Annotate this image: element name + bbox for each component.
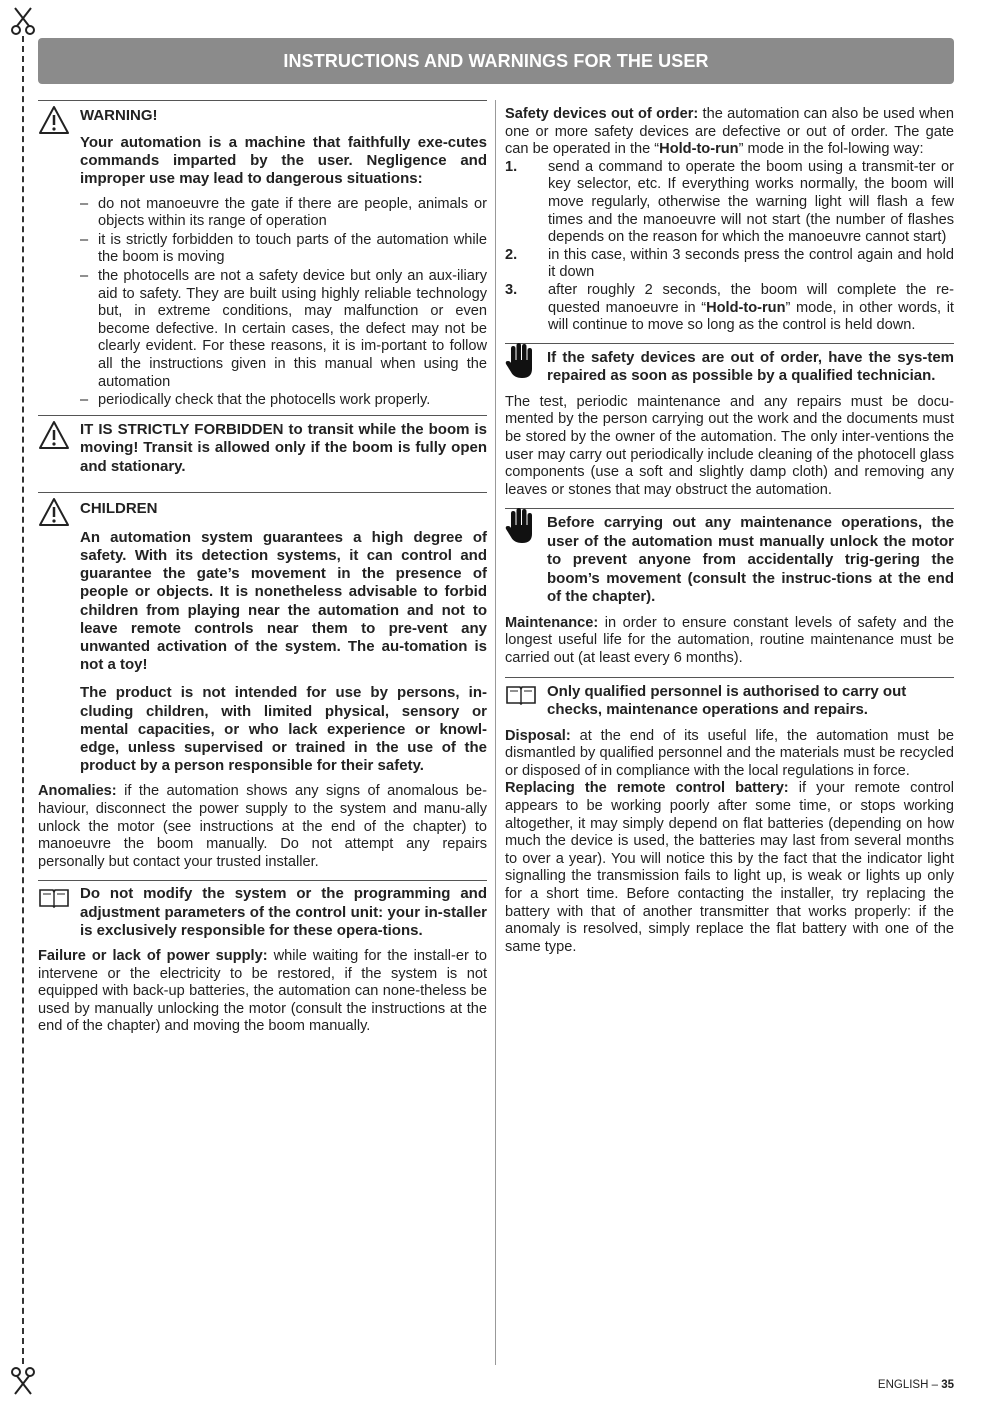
children-heading: CHILDREN [80,500,158,518]
warning-heading: WARNING! [80,107,158,124]
children-section [38,492,487,775]
power-paragraph: Failure or lack of power supply: while waiting for the install-er to intervene or the electricity to be restored, if the system is not equipped with back-up batteries, the automation can none-theless be used by manually unlocking the motor (consult the instructions at the end of the chapter) and moving the boom manually. [38,948,487,1035]
disposal-paragraph: Disposal: at the end of its useful life, the automation must be dismantled by qualified personnel and the materials must be recycled or disposed of in compliance with the local regulations in force. [505,727,954,779]
list-item: 2. in this case, within 3 seconds press the control again and hold it down [505,246,954,281]
scissors-icon [10,1366,36,1396]
page-title: INSTRUCTIONS AND WARNINGS FOR THE USER [38,38,954,84]
qualified-note-text: Only qualified personnel is authorised to carry out checks, maintenance operations and repairs. [547,682,907,719]
battery-paragraph: Replacing the remote control battery: if your remote control appears to be working poorly after some time, or stops working altogether, it may simply depend on flat batteries (depending on how much the device is used, the batteries may last from several months to over a year). You will notice this by the fact that the indicator light signalling the transmission fails to light up, is weak or lights up only for a short time. Before contacting the installer, try replacing the battery with that of another transmitter that works properly: if the anomaly is resolved, simply replace the flat battery with one of the same type. [505,780,954,955]
warning-intro: Your automation is a machine that faithfully exe-cutes commands imparted by the user. Negligence and improper use may lead to dangerous situations: [80,133,487,187]
modify-note-section [38,880,487,940]
children-paragraph: An automation system guarantees a high degree of safety. With its detection systems, it can control and guarantee the gate’s movement in the presence of people or objects. It is nonetheless advisable to forbid children from playing near the automation and not to leave remote controls near them to pre-vent any unwanted activation of the system. The au-tomation is not a toy! [80,528,487,674]
unlock-note-text: Before carrying out any maintenance operations, the user of the automation must manually unlock the motor to prevent anyone from accidentally trig-gering the boom’s movement (consult the instruc-tions at the end of the chapter). [547,514,954,606]
children-paragraph: The product is not intended for use by persons, in-cluding children, with limited physical, sensory or mental capacities, or who lack experience or knowl-edge, unless supervised or trained in the use of the product by a person responsible for their safety. [80,684,487,775]
safety-paragraph: Safety devices out of order: the automation can also be used when one or more safety devices are defective or out of order. The gate can be operated in the “Hold-to-run” mode in the fol-lowing way: [505,106,954,158]
left-column [38,100,487,1036]
forbidden-text: IT IS STRICTLY FORBIDDEN to transit while the boom is moving! Transit is allowed only if the boom is fully open and stationary. [80,420,487,475]
list-item: 3. after roughly 2 seconds, the boom will complete the re-quested manoeuvre in “Hold-to-run” mode, in other words, it will continue to move so long as the control is held down. [505,281,954,334]
right-column [505,100,954,956]
book-icon [38,887,70,909]
page-footer [878,1379,954,1391]
modify-note-text: Do not modify the system or the programming and adjustment parameters of the control unit: your in-staller is exclusively responsible for these opera-tions. [80,885,487,939]
list-item: 1. send a command to operate the boom using a transmit-ter or key selector, etc. If everything works normally, the boom will move regularly, otherwise the warning light will flash a few times and the manoeuvre will not start (the number of flashes depends on the reason for which the manoeuvre cannot start) [505,158,954,246]
book-icon [505,684,537,706]
warning-list [38,196,487,410]
maintenance-paragraph: Maintenance: in order to ensure constant levels of safety and the longest useful life for the automation, routine maintenance must be carried out (at least every 6 months). [505,614,954,666]
warning-section [38,100,487,188]
footer-language: ENGLISH – [877,1379,942,1391]
page-number: 35 [941,1379,954,1391]
list-item: – the photocells are not a safety device but only an aux-iliary aid to safety. They are built using highly reliable technology but, in extreme conditions, may malfunction or even become defective. In certain cases, the defect may not be clearly evident. For these reasons, it is im-portant to follow all the instructions given in this manual when using the automation [80,267,487,390]
list-item: – periodically check that the photocells work properly. [80,392,431,409]
safety-steps [505,159,954,335]
test-paragraph: The test, periodic maintenance and any repairs must be docu-mented by the person carrying out the work and the documents must be stored by the owner of the automation. The only inter-ventions the user may carry out periodically include cleaning of the photocell glass components (use a soft and slightly damp cloth) and removing any leaves or stones that may obstruct the automation. [505,393,954,498]
warning-triangle-icon [38,420,70,450]
warning-triangle-icon [38,105,70,135]
repair-note-text: If the safety devices are out of order, have the sys-tem repaired as soon as possible by a qualified technician. [547,348,954,385]
qualified-note-section [505,677,954,720]
anomalies-paragraph: Anomalies: if the automation shows any signs of anomalous be-haviour, disconnect the power supply to the system and manu-ally unlock the motor (see instructions at the end of the chapter) to manoeuvre the boom manually. Do not attempt any repairs personally but contact your trusted installer. [38,783,487,870]
scissors-icon [10,6,36,36]
stop-hand-icon [505,507,539,545]
column-divider [495,100,496,1365]
repair-note-section [505,343,954,386]
warning-triangle-icon [38,497,70,527]
list-item: – do not manoeuvre the gate if there are people, animals or objects within its range of operation [80,195,487,230]
stop-hand-icon [505,342,539,380]
forbidden-section [38,415,487,477]
list-item: – it is strictly forbidden to touch parts of the automation while the boom is moving [80,231,487,266]
cut-line [22,36,24,1364]
unlock-note-section [505,508,954,607]
